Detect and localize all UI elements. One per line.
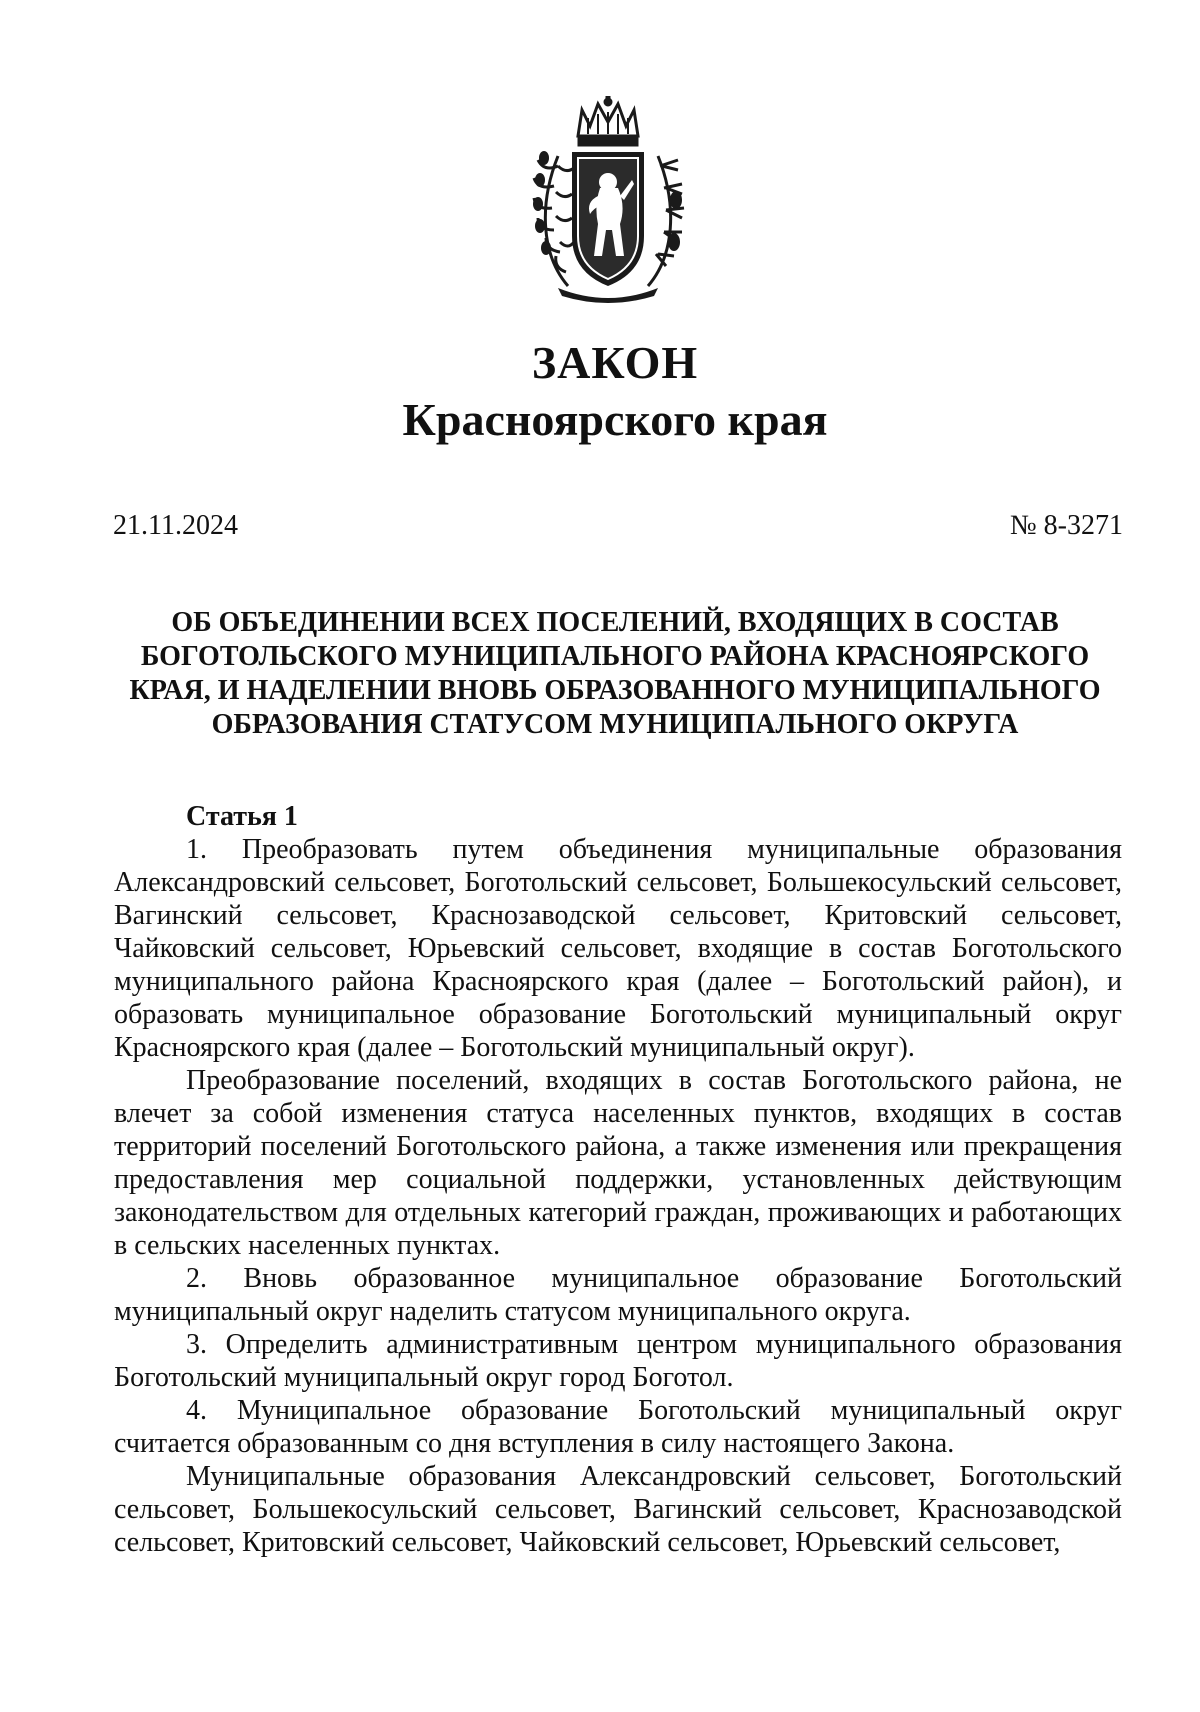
document-date: 21.11.2024 [113,510,238,541]
date-number-line [113,512,1123,540]
document-title: ЗАКОН [531,337,699,388]
document-number: № 8-3271 [1009,510,1123,541]
paragraph: Муниципальные образования Александровский сельсовет, Боготольский сельсовет, Большекосульский сельсовет, Вагинский сельсовет, Краснозаводской сельсовет, Критовский сельсовет, Чайковский сельсовет, Юрьевский сельсовет, [114,1461,1122,1558]
paragraph: 3. Определить административным центром муниципального образования Боготольский муниципальный округ город Боготол. [114,1329,1122,1393]
paragraph: 1. Преобразовать путем объединения муниципальные образования Александровский сельсовет, Боготольский сельсовет, Большекосульский сельсовет, Вагинский сельсовет, Краснозаводской сельсовет, Критовский сельсовет, Чайковский сельсовет, Юрьевский сельсовет, входящие в состав Боготольского муниципального района Красноярского края (далее – Боготольский район), и образовать муниципальное образование Боготольский муниципальный округ Красноярского края (далее – Боготольский муниципальный округ). [114,834,1122,1063]
article-title: Статья 1 [186,801,298,832]
coat-of-arms-emblem [528,96,688,308]
article-body [114,833,1122,1559]
law-heading: ОБ ОБЪЕДИНЕНИИ ВСЕХ ПОСЕЛЕНИЙ, ВХОДЯЩИХ В СОСТАВ БОГОТОЛЬСКОГО МУНИЦИПАЛЬНОГО РАЙОНА КРАСНОЯРСКОГО КРАЯ, И НАДЕЛЕНИИ ВНОВЬ ОБРАЗОВАННОГО МУНИЦИПАЛЬНОГО ОБРАЗОВАНИЯ СТАТУСОМ МУНИЦИПАЛЬНОГО ОКРУГА [129,607,1101,740]
paragraph: Преобразование поселений, входящих в состав Боготольского района, не влечет за собой изменения статуса населенных пунктов, входящих в состав территорий поселений Боготольского района, а также изменения или прекращения предоставления мер социальной поддержки, установленных действующим законодательством для отдельных категорий граждан, проживающих и работающих в сельских населенных пунктах. [114,1065,1122,1261]
document-subtitle: Красноярского края [402,394,828,445]
paragraph: 4. Муниципальное образование Боготольский муниципальный округ считается образованным со дня вступления в силу настоящего Закона. [114,1395,1122,1459]
paragraph: 2. Вновь образованное муниципальное образование Боготольский муниципальный округ наделить статусом муниципального округа. [114,1263,1122,1327]
